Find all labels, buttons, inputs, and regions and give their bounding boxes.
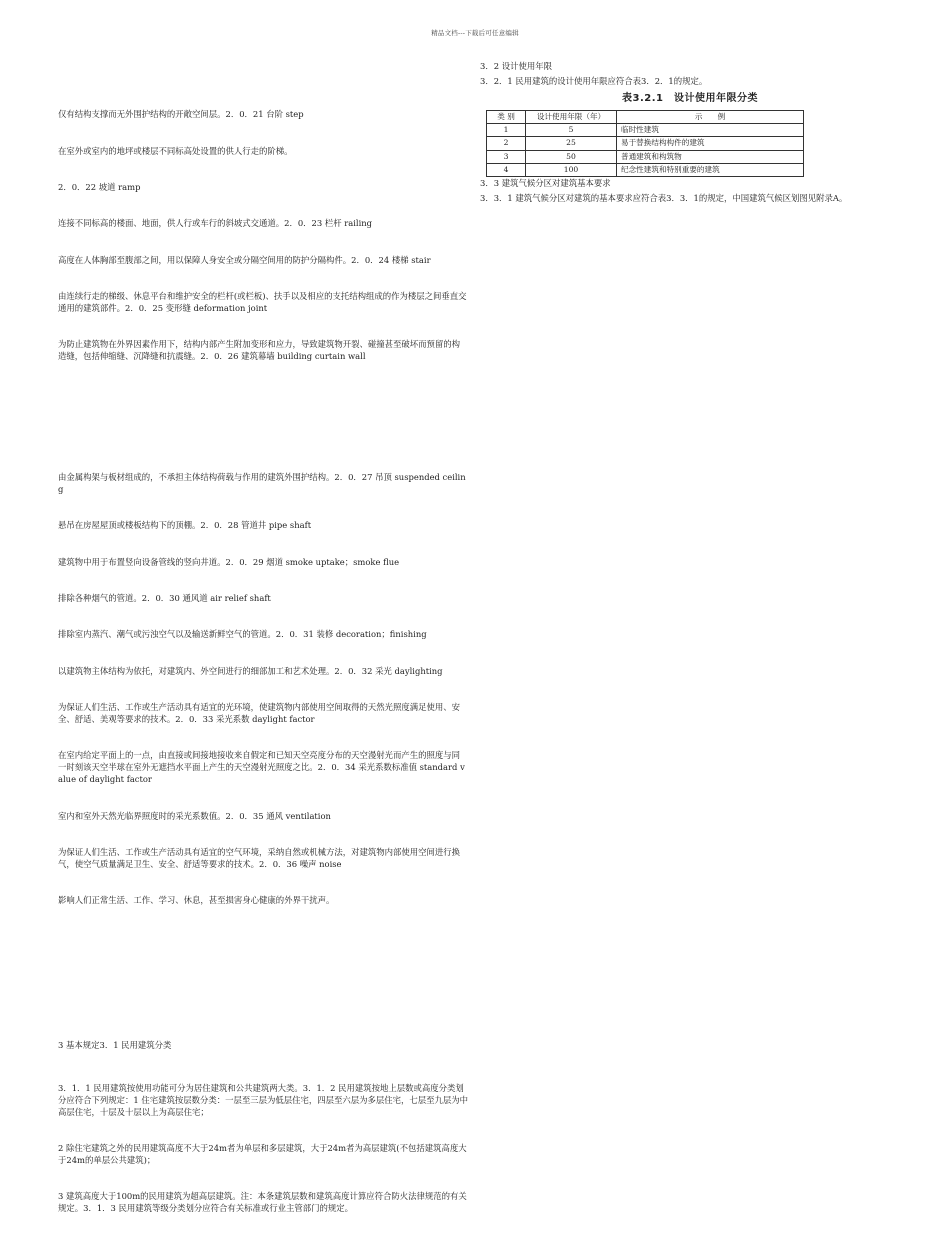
paragraph: 排除室内蒸汽、潮气或污浊空气以及输送新鲜空气的管道。2．0．31 装修 decoration；finishing [58, 629, 427, 640]
column-header: 设计使用年限（年） [526, 111, 617, 124]
paragraph: 悬吊在房屋屋顶或楼板结构下的顶棚。2．0．28 管道井 pipe shaft [58, 520, 312, 531]
section-heading-3-3: 3．3 建筑气候分区对建筑基本要求 [480, 177, 611, 188]
paragraph-block-1 [58, 84, 468, 386]
table-cell: 3 [487, 150, 526, 163]
paragraph: 为保证人们生活、工作或生产活动具有适宜的空气环境，采纳自然或机械方法，对建筑物内部使用空间进行换气，使空气质量满足卫生、安全、舒适等要求的技术。2．0．36 噪声 noise [58, 847, 460, 870]
paragraph: 高度在人体胸部至腹部之间，用以保障人身安全或分隔空间用的防护分隔构件。2．0．24 楼梯 stair [58, 254, 431, 265]
right-column [480, 60, 900, 204]
paragraph: 为防止建筑物在外界因素作用下，结构内部产生附加变形和应力，导致建筑物开裂、碰撞甚至破坏而预留的构造缝，包括伸缩缝、沉降缝和抗震缝。2．0．26 建筑幕墙 building curtain wall [58, 339, 460, 362]
paragraph: 2．0．22 坡道 ramp [58, 181, 141, 192]
paragraph: 在室外或室内的地坪或楼层不同标高处设置的供人行走的阶梯。 [58, 145, 293, 156]
paragraph-3-3-1: 3．3．1 建筑气候分区对建筑的基本要求应符合表3．3．1的规定，中国建筑气候区划图见附录A。 [480, 192, 848, 203]
table-row [487, 163, 804, 176]
design-life-table [486, 110, 804, 176]
paragraph: 仅有结构支撑而无外围护结构的开敞空间层。2．0．21 台阶 step [58, 109, 304, 120]
paragraph: 以建筑物主体结构为依托，对建筑内、外空间进行的细部加工和艺术处理。2．0．32 采光 daylighting [58, 665, 443, 676]
table-cell: 普通建筑和构筑物 [617, 150, 804, 163]
table-title: 表3.2.1 设计使用年限分类 [622, 93, 758, 105]
table-cell: 25 [526, 137, 617, 150]
page-header: 精品文档---下载后可任意编辑 [431, 29, 519, 37]
paragraph: 由连续行走的梯级、休息平台和维护安全的栏杆(或栏板)、扶手以及相应的支托结构组成的作为楼层之间垂直交通用的建筑部件。2．0．25 变形缝 deformation joint [58, 290, 467, 313]
table-row [487, 137, 804, 150]
paragraph-3-2-1: 3．2．1 民用建筑的设计使用年限应符合表3．2．1的规定。 [480, 76, 708, 87]
table-row [487, 150, 804, 163]
paragraph: 在室内给定平面上的一点，由直接或间接地接收来自假定和已知天空亮度分布的天空漫射光而产生的照度与同一时刻该天空半球在室外无遮挡水平面上产生的天空漫射光照度之比。2．0．34 采光系数标准值 standard value of daylight factor [58, 750, 465, 785]
table-cell: 临时性建筑 [617, 124, 804, 137]
table-cell: 2 [487, 137, 526, 150]
table-cell: 1 [487, 124, 526, 137]
paragraph-block-2 [58, 447, 468, 931]
paragraph: 为保证人们生活、工作或生产活动具有适宜的光环境，使建筑物内部使用空间取得的天然光照度满足使用、安全、舒适、美观等要求的技术。2．0．33 采光系数 daylight factor [58, 701, 460, 724]
paragraph: 2 除住宅建筑之外的民用建筑高度不大于24m者为单层和多层建筑，大于24m者为高层建筑(不包括建筑高度大于24m的单层公共建筑)； [58, 1142, 467, 1166]
section-heading: 3 基本规定3．1 民用建筑分类 [58, 1040, 172, 1051]
paragraph: 排除各种烟气的管道。2．0．30 通风道 air relief shaft [58, 593, 271, 604]
table-row [487, 124, 804, 137]
table-cell: 100 [526, 163, 617, 176]
table-cell: 易于替换结构构件的建筑 [617, 137, 804, 150]
paragraph: 影响人们正常生活、工作、学习、休息，甚至损害身心健康的外界干扰声。 [58, 895, 335, 906]
table-cell: 50 [526, 150, 617, 163]
section-heading-3-2: 3．2 设计使用年限 [480, 61, 552, 71]
paragraph-block-3 [58, 1015, 468, 1239]
paragraph: 由金属构架与板材组成的，不承担主体结构荷载与作用的建筑外围护结构。2．0．27 吊顶 suspended ceiling [58, 472, 466, 495]
left-column [58, 60, 468, 1251]
column-header: 示 例 [617, 111, 804, 124]
paragraph: 建筑物中用于布置竖向设备管线的竖向井道。2．0．29 烟道 smoke uptake；smoke flue [58, 556, 400, 567]
table-cell: 纪念性建筑和特别重要的建筑 [617, 163, 804, 176]
table-header-row [487, 111, 804, 124]
paragraph: 3．1．1 民用建筑按使用功能可分为居住建筑和公共建筑两大类。3．1．2 民用建筑按地上层数或高度分类划分应符合下列规定：1 住宅建筑按层数分类：一层至三层为低层住宅，四层至六层为多层住宅，七层至九层为中高层住宅，十层及十层以上为高层住宅； [58, 1082, 468, 1117]
table-cell: 5 [526, 124, 617, 137]
column-header: 类 别 [487, 111, 526, 124]
paragraph: 3 建筑高度大于100m的民用建筑为超高层建筑。注：本条建筑层数和建筑高度计算应符合防火法律规范的有关规定。3．1．3 民用建筑等级分类划分应符合有关标准或行业主管部门的规定。 [58, 1191, 467, 1214]
table-cell: 4 [487, 163, 526, 176]
paragraph: 连接不同标高的楼面、地面，供人行或车行的斜坡式交通道。2．0．23 栏杆 railing [58, 218, 373, 229]
paragraph: 室内和室外天然光临界照度时的采光系数值。2．0．35 通风 ventilation [58, 810, 331, 821]
